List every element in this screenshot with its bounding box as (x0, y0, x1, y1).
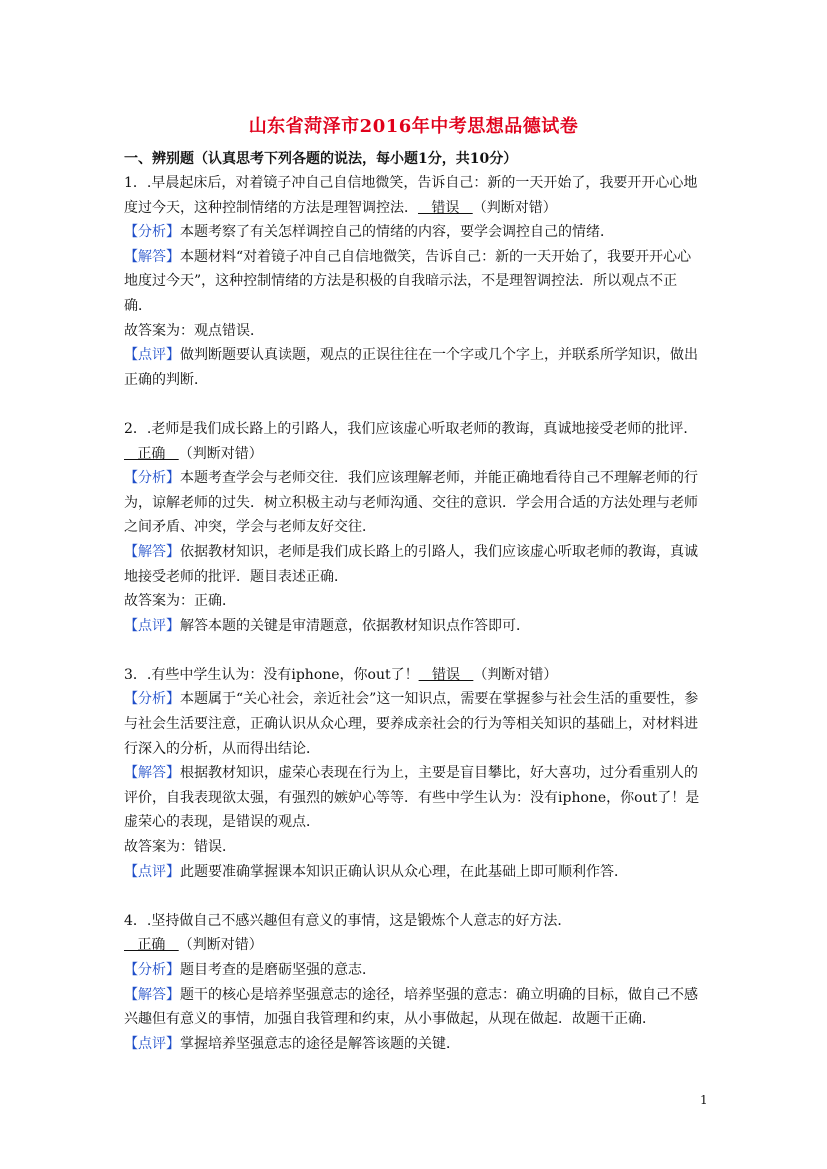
questions-container (124, 171, 704, 1056)
analysis-tag: 【分析】 (124, 224, 180, 241)
analysis: 【分析】本题考察了有关怎样调控自己的情绪的内容，要学会调控自己的情绪． (124, 224, 614, 241)
analysis-tag: 【分析】 (124, 691, 180, 708)
question-1 (124, 171, 704, 392)
section-header: 一、辨别题（认真思考下列各题的说法，每小题1分，共10分） (124, 151, 518, 167)
solution-tag: 【解答】 (124, 248, 180, 265)
solution: 【解答】依据教材知识，老师是我们成长路上的引路人，我们应该虚心听取老师的教诲，真诚地接受老师的批评．题目表述正确． (124, 543, 698, 585)
answer-blank: 错误 (418, 666, 474, 683)
question-stem: 1．.早晨起床后，对着镜子冲自己自信地微笑，告诉自己：新的一天开始了，我要开开心心地度过今天，这种控制情绪的方法是理智调控法． 错误 （判断对错） (124, 175, 698, 216)
page-number: 1 (700, 1093, 708, 1107)
answer-blank: 错误 (418, 199, 473, 216)
solution: 【解答】本题材料“对着镜子冲自己自信地微笑，告诉自己：新的一天开始了，我要开开心心地度过今天”，这种控制情绪的方法是积极的自我暗示法，不是理智调控法．所以观点不正确． (124, 248, 692, 314)
comment: 【点评】做判断题要认真读题，观点的正误往往在一个字或几个字上，并联系所学知识，做出正确的判断． (124, 347, 698, 388)
comment: 【点评】此题要准确掌握课本知识正确认识从众心理，在此基础上即可顺利作答． (124, 863, 628, 880)
comment-tag: 【点评】 (124, 863, 180, 880)
comment: 【点评】掌握培养坚强意志的途径是解答该题的关键． (124, 1035, 460, 1052)
answer-line: 故答案为：观点错误． (124, 322, 264, 339)
solution-tag: 【解答】 (124, 543, 180, 560)
analysis: 【分析】本题考查学会与老师交往．我们应该理解老师，并能正确地看待自己不理解老师的行为，谅解老师的过失．树立积极主动与老师沟通、交往的意识．学会用合适的方法处理与老师之间矛盾、冲突，学会与老师友好交往． (124, 470, 698, 536)
comment-tag: 【点评】 (124, 617, 180, 634)
analysis: 【分析】本题属于“关心社会，亲近社会”这一知识点，需要在掌握参与社会生活的重要性，参与社会生活要注意，正确认识从众心理，要养成亲社会的行为等相关知识的基础上，对材料进行深入的分析，从而得出结论． (124, 691, 699, 757)
answer-line: 故答案为：正确． (124, 593, 236, 610)
page-title: 山东省菏泽市2016年中考思想品德试卷 (248, 116, 579, 137)
analysis-tag: 【分析】 (124, 962, 180, 978)
question-4 (124, 909, 704, 1057)
analysis: 【分析】题目考查的是磨砺坚强的意志． (124, 962, 376, 978)
solution: 【解答】题干的核心是培养坚强意志的途径，培养坚强的意志：确立明确的目标，做自己不感兴趣但有意义的事情，加强自我管理和约束，从小事做起，从现在做起．故题干正确． (124, 986, 698, 1028)
comment-tag: 【点评】 (124, 347, 180, 364)
comment: 【点评】解答本题的关键是审清题意，依据教材知识点作答即可． (124, 617, 530, 634)
comment-tag: 【点评】 (124, 1035, 180, 1052)
answer-blank: 正确 (124, 937, 179, 954)
question-stem: 2．.老师是我们成长路上的引路人，我们应该虚心听取老师的教诲，真诚地接受老师的批评． 正确 （判断对错） (124, 420, 698, 462)
solution: 【解答】根据教材知识，虚荣心表现在行为上，主要是盲目攀比，好大喜功，过分看重别人的评价，自我表现欲太强，有强烈的嫉妒心等等．有些中学生认为：没有iphone，你out了！是虚荣心的表现，是错误的观点． (124, 765, 700, 831)
solution-tag: 【解答】 (124, 986, 180, 1003)
answer-blank: 正确 (124, 445, 179, 462)
question-2 (124, 417, 704, 638)
solution-tag: 【解答】 (124, 765, 180, 782)
answer-line: 故答案为：错误． (124, 839, 236, 856)
question-stem: 4．.坚持做自己不感兴趣但有意义的事情，这是锻炼个人意志的好方法． 正确 （判断对错） (124, 912, 572, 954)
question-stem: 3．.有些中学生认为：没有iphone，你out了！ 错误 （判断对错） (124, 666, 558, 683)
question-3 (124, 663, 704, 884)
analysis-tag: 【分析】 (124, 470, 180, 487)
